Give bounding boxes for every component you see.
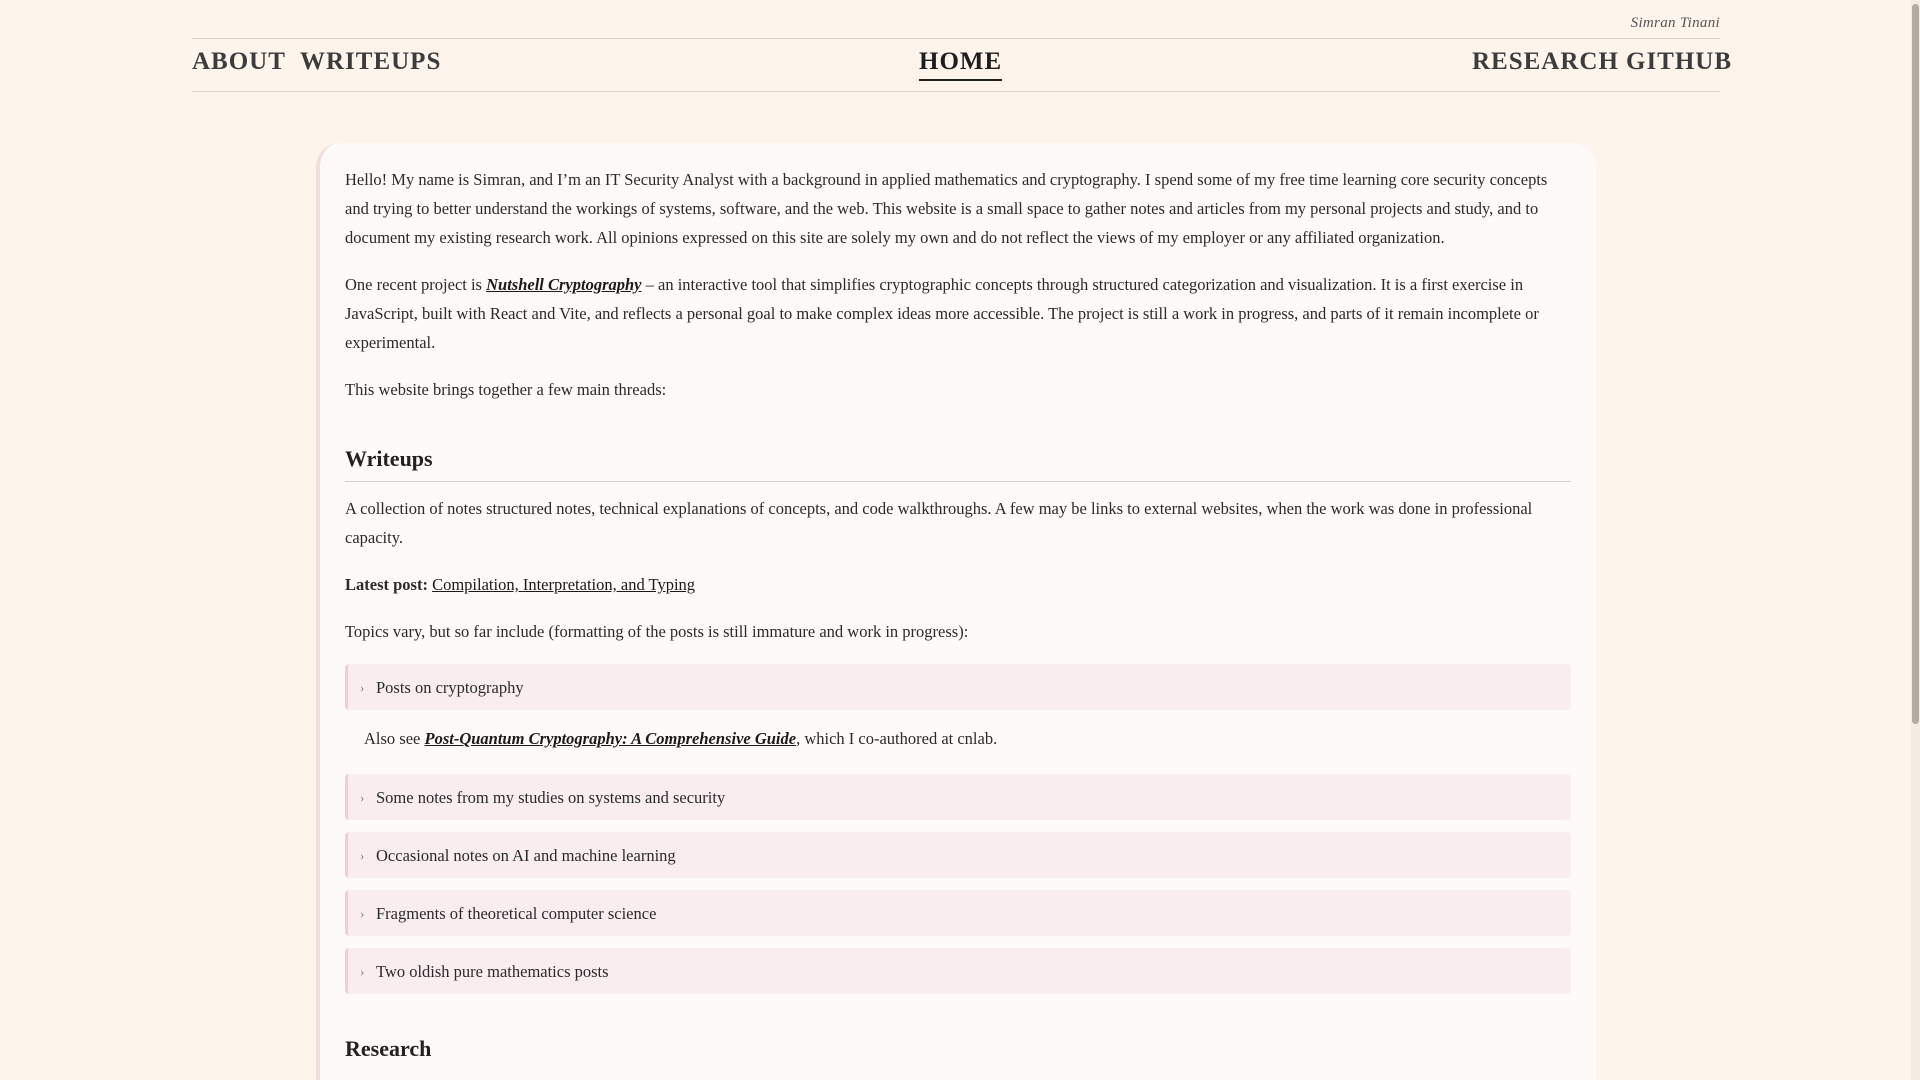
also-text-after: , which I co-authored at cnlab. xyxy=(796,729,998,748)
site-author: Simran Tinani xyxy=(1630,15,1720,31)
topic-cryptography[interactable] xyxy=(345,664,1571,710)
nav-research[interactable]: RESEARCH xyxy=(1472,48,1619,75)
project-paragraph xyxy=(345,270,1571,357)
nav-github[interactable]: GITHUB xyxy=(1626,48,1733,75)
topic-systems-security[interactable] xyxy=(345,774,1571,820)
latest-post xyxy=(345,570,1571,599)
topic-label: Some notes from my studies on systems and security xyxy=(376,787,726,807)
topics-intro: Topics vary, but so far include (formatting of the posts is still immature and work in progress): xyxy=(345,622,969,641)
chevron-right-icon: › xyxy=(360,789,365,805)
chevron-right-icon: › xyxy=(360,905,365,921)
topic-theoretical-cs[interactable] xyxy=(345,890,1571,936)
topic-label: Posts on cryptography xyxy=(376,677,524,697)
research-heading: Research xyxy=(345,1036,432,1061)
topic-pure-math[interactable] xyxy=(345,948,1571,994)
chevron-right-icon: › xyxy=(360,963,365,979)
topic-label: Fragments of theoretical computer science xyxy=(376,903,657,923)
project-text-after: – an interactive tool that simplifies cryptographic concepts through structured categorization and visualization. It is a first exercise in JavaScript, built with React and Vite, and reflects a personal goal to make complex ideas more accessible. The project is still a work in progress, and parts of it remain incomplete or experimental. xyxy=(345,275,1539,352)
chevron-right-icon: › xyxy=(360,679,365,695)
header-divider-top xyxy=(192,38,1720,39)
also-see-note xyxy=(364,724,1571,753)
also-text-before: Also see xyxy=(364,729,425,748)
scrollbar-thumb[interactable] xyxy=(1912,4,1919,724)
latest-post-label: Latest post: xyxy=(345,575,428,594)
writeups-description: A collection of notes structured notes, technical explanations of concepts, and code walkthroughs. A few may be links to external websites, when the work was done in professional capacity. xyxy=(345,499,1533,547)
header-divider-bottom xyxy=(192,91,1720,92)
project-text-before: One recent project is xyxy=(345,275,487,294)
nutshell-cryptography-link[interactable]: Nutshell Cryptography xyxy=(486,275,642,294)
topic-ai-ml[interactable] xyxy=(345,832,1571,878)
section-spacer xyxy=(345,482,1571,494)
latest-post-link[interactable]: Compilation, Interpretation, and Typing xyxy=(432,575,696,594)
topic-label: Two oldish pure mathematics posts xyxy=(376,961,609,981)
topic-label: Occasional notes on AI and machine learning xyxy=(376,845,676,865)
nav-writeups[interactable]: WRITEUPS xyxy=(300,48,442,75)
nav-about[interactable]: ABOUT xyxy=(192,48,286,75)
pqc-guide-link[interactable]: Post-Quantum Cryptography: A Comprehensive Guide xyxy=(424,729,797,748)
chevron-right-icon: › xyxy=(360,847,365,863)
nav-home[interactable]: HOME xyxy=(919,46,1002,81)
intro-paragraph: Hello! My name is Simran, and I’m an IT Security Analyst with a background in applied mathematics and cryptography. I spend some of my free time learning core security concepts and trying to better understand the workings of systems, software, and the web. This website is a small space to gather notes and articles from my personal projects and study, and to document my existing research work. All opinions expressed on this site are solely my own and do not reflect the views of my employer or any affiliated organization. xyxy=(345,170,1548,247)
main-content xyxy=(345,165,1571,1071)
threads-paragraph: This website brings together a few main threads: xyxy=(345,380,667,399)
writeups-heading: Writeups xyxy=(345,444,1571,482)
